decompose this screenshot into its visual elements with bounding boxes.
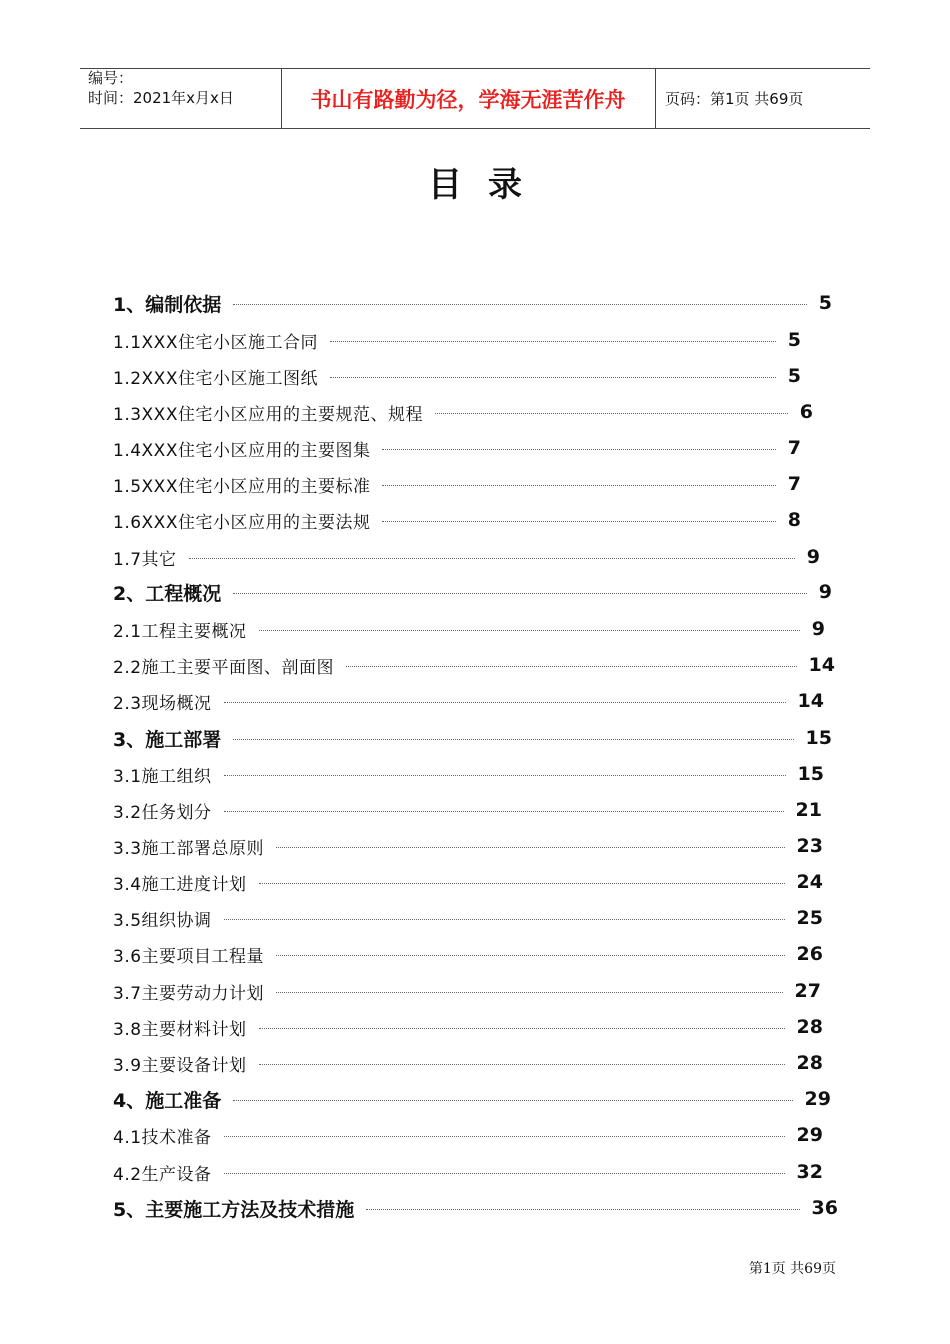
- toc-entry-label: 1.3XXX住宅小区应用的主要规范、规程: [113, 404, 423, 425]
- toc-entry[interactable]: [113, 901, 823, 935]
- toc-entry-page: 29: [796, 1124, 823, 1146]
- toc-entry-page: 9: [806, 546, 820, 568]
- toc-entry-label: 4.2生产设备: [113, 1164, 212, 1185]
- toc-entry-page: 15: [797, 763, 824, 785]
- toc-entry-label: 4.1技术准备: [113, 1127, 212, 1148]
- toc-dot-leader: [233, 304, 807, 305]
- toc-dot-leader: [224, 1136, 785, 1137]
- toc-entry[interactable]: [113, 395, 813, 429]
- toc-entry-label: 3.7主要劳动力计划: [113, 983, 265, 1004]
- toc-entry-page: 9: [811, 618, 825, 640]
- toc-entry-label: 1.5XXX住宅小区应用的主要标准: [113, 476, 371, 497]
- toc-entry[interactable]: [113, 974, 821, 1008]
- toc-entry[interactable]: [113, 286, 832, 320]
- toc-entry[interactable]: [113, 1010, 823, 1044]
- toc-entry-page: 21: [795, 799, 822, 821]
- toc-entry-page: 25: [796, 907, 823, 929]
- toc-entry-page: 8: [787, 509, 801, 531]
- toc-dot-leader: [233, 739, 793, 740]
- toc-entry[interactable]: [113, 1046, 823, 1080]
- toc-entry-page: 26: [796, 943, 823, 965]
- toc-entry-page: 28: [796, 1052, 823, 1074]
- toc-dot-leader: [259, 1064, 785, 1065]
- toc-entry-page: 29: [804, 1088, 831, 1110]
- toc-entry-label: 1、编制依据: [113, 293, 222, 316]
- toc-dot-leader: [435, 413, 788, 414]
- toc-entry-page: 7: [787, 437, 801, 459]
- toc-entry[interactable]: [113, 431, 801, 465]
- toc-dot-leader: [259, 883, 785, 884]
- toc-entry[interactable]: [113, 1082, 831, 1116]
- toc-entry[interactable]: [113, 721, 832, 755]
- toc-entry[interactable]: [113, 865, 823, 899]
- toc-entry-label: 3.6主要项目工程量: [113, 946, 265, 967]
- toc-entry-page: 36: [811, 1197, 838, 1219]
- header-motto: 书山有路勤为径，学海无涯苦作舟: [310, 87, 626, 112]
- toc-entry-label: 2.2施工主要平面图、剖面图: [113, 657, 335, 678]
- toc-entry[interactable]: [113, 684, 824, 718]
- toc-entry-page: 23: [796, 835, 823, 857]
- toc-dot-leader: [259, 630, 800, 631]
- toc-entry[interactable]: [113, 612, 825, 646]
- toc-entry-label: 2.3现场概况: [113, 693, 212, 714]
- toc-dot-leader: [233, 1100, 792, 1101]
- toc-entry-page: 7: [787, 473, 801, 495]
- toc-dot-leader: [382, 449, 775, 450]
- toc-entry-label: 3.5组织协调: [113, 910, 212, 931]
- toc-entry-label: 3.8主要材料计划: [113, 1019, 247, 1040]
- toc-entry-page: 14: [797, 690, 824, 712]
- toc-entry-label: 1.2XXX住宅小区施工图纸: [113, 368, 318, 389]
- toc-entry-page: 24: [796, 871, 823, 893]
- toc-dot-leader: [382, 485, 775, 486]
- toc-entry[interactable]: [113, 648, 835, 682]
- toc-dot-leader: [233, 593, 807, 594]
- toc-entry-label: 3、施工部署: [113, 728, 222, 751]
- toc-dot-leader: [224, 775, 786, 776]
- toc-dot-leader: [224, 811, 784, 812]
- toc-entry-page: 9: [818, 581, 832, 603]
- footer-page-number: 第1页 共69页: [748, 1261, 836, 1277]
- toc-entry-page: 27: [794, 980, 821, 1002]
- toc-dot-leader: [276, 847, 785, 848]
- toc-dot-leader: [224, 702, 786, 703]
- toc-entry-label: 3.9主要设备计划: [113, 1055, 247, 1076]
- toc-dot-leader: [382, 521, 775, 522]
- toc-dot-leader: [330, 341, 776, 342]
- toc-entry-page: 14: [808, 654, 835, 676]
- toc-entry-label: 1.7其它: [113, 549, 177, 570]
- toc-dot-leader: [276, 992, 783, 993]
- toc-entry-page: 28: [796, 1016, 823, 1038]
- toc-entry[interactable]: [113, 359, 801, 393]
- toc-entry-label: 3.4施工进度计划: [113, 874, 247, 895]
- toc-dot-leader: [276, 955, 785, 956]
- toc-entry-label: 1.1XXX住宅小区施工合同: [113, 332, 318, 353]
- toc-entry-label: 3.3施工部署总原则: [113, 838, 265, 859]
- toc-entry[interactable]: [113, 503, 801, 537]
- toc-dot-leader: [346, 666, 797, 667]
- toc-entry-label: 2、工程概况: [113, 582, 222, 605]
- toc-entry[interactable]: [113, 793, 822, 827]
- page-title: 目录: [428, 165, 548, 205]
- toc-dot-leader: [224, 919, 785, 920]
- toc-entry-label: 4、施工准备: [113, 1089, 222, 1112]
- time-label: 时间：2021年x月x日: [88, 89, 234, 107]
- toc-entry[interactable]: [113, 467, 801, 501]
- toc-entry-page: 5: [787, 329, 801, 351]
- toc-dot-leader: [259, 1028, 785, 1029]
- toc-entry-page: 5: [787, 365, 801, 387]
- toc-entry-page: 5: [818, 292, 832, 314]
- toc-entry[interactable]: [113, 1191, 838, 1225]
- toc-dot-leader: [224, 1173, 785, 1174]
- header-page-info: 页码：第1页 共69页: [665, 90, 804, 108]
- toc-entry-label: 1.6XXX住宅小区应用的主要法规: [113, 512, 371, 533]
- toc-entry[interactable]: [113, 1118, 823, 1152]
- toc-entry-label: 5、主要施工方法及技术措施: [113, 1198, 355, 1221]
- toc-entry[interactable]: [113, 540, 820, 574]
- toc-entry-label: 2.1工程主要概况: [113, 621, 247, 642]
- toc-entry-page: 32: [796, 1161, 823, 1183]
- toc-entry-page: 15: [805, 727, 832, 749]
- toc-entry-label: 1.4XXX住宅小区应用的主要图集: [113, 440, 371, 461]
- toc-dot-leader: [330, 377, 776, 378]
- toc-dot-leader: [366, 1209, 799, 1210]
- toc-entry[interactable]: [113, 1155, 823, 1189]
- toc-dot-leader: [189, 558, 795, 559]
- toc-entry[interactable]: [113, 757, 824, 791]
- toc-entry[interactable]: [113, 829, 823, 863]
- toc-entry-label: 3.2任务划分: [113, 802, 212, 823]
- toc-entry[interactable]: [113, 323, 801, 357]
- serial-label: 编号：: [88, 69, 134, 87]
- toc-entry-page: 6: [799, 401, 813, 423]
- toc-entry[interactable]: [113, 575, 832, 609]
- toc-entry-label: 3.1施工组织: [113, 766, 212, 787]
- toc-entry[interactable]: [113, 937, 823, 971]
